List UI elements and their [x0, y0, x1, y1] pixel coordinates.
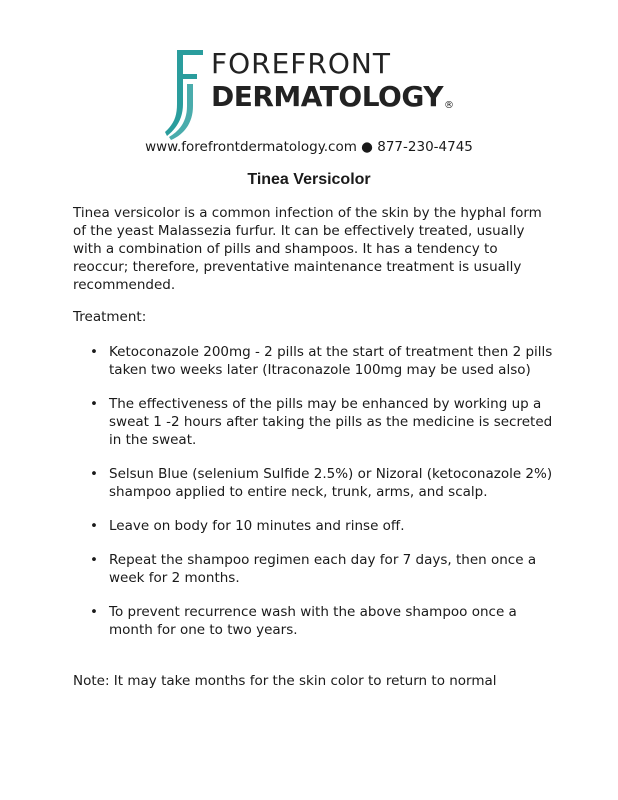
bullet-icon: • [90, 552, 98, 568]
list-item-text: Ketoconazole 200mg - 2 pills at the start of treatment then 2 pills taken two weeks later (Itraconazole 100mg may be used also) [109, 344, 553, 378]
list-item [90, 395, 560, 449]
list-item [90, 465, 560, 501]
bullet-icon: • [90, 396, 98, 412]
list-item [90, 551, 560, 587]
intro-paragraph: Tinea versicolor is a common infection of the skin by the hyphal form of the yeast Malassezia furfur. It can be effectively treated, usually with a combination of pills and shampoos. It has a tendency to reoccur; therefore, preventative maintenance treatment is usually recommended. [73, 205, 542, 293]
forefront-logo-icon [163, 44, 209, 140]
list-item-text: Selsun Blue (selenium Sulfide 2.5%) or Nizoral (ketoconazole 2%) shampoo applied to entire neck, trunk, arms, and scalp. [109, 466, 553, 500]
list-item [90, 517, 560, 535]
bullet-icon: • [90, 466, 98, 482]
list-item [90, 603, 560, 639]
logo-text-forefront: FOREFRONT [211, 47, 391, 80]
bullet-icon: • [90, 344, 98, 360]
treatment-label: Treatment: [73, 309, 147, 325]
page-title: Tinea Versicolor [247, 171, 371, 188]
list-item-text: To prevent recurrence wash with the above shampoo once a month for one to two years. [109, 604, 517, 638]
contact-line: www.forefrontdermatology.com ● 877-230-4745 [145, 139, 473, 155]
list-item [90, 343, 560, 379]
note-text: Note: It may take months for the skin color to return to normal [73, 673, 497, 689]
treatment-list [90, 343, 560, 655]
list-item-text: The effectiveness of the pills may be enhanced by working up a sweat 1 -2 hours after taking the pills as the medicine is secreted in the sweat. [109, 396, 553, 448]
registered-mark: ® [443, 100, 454, 111]
list-item-text: Leave on body for 10 minutes and rinse off. [109, 518, 405, 534]
logo [163, 44, 463, 140]
list-item-text: Repeat the shampoo regimen each day for 7 days, then once a week for 2 months. [109, 552, 537, 586]
logo-text-dermatology: DERMATOLOGY® [211, 80, 454, 113]
bullet-icon: • [90, 604, 98, 620]
bullet-icon: • [90, 518, 98, 534]
